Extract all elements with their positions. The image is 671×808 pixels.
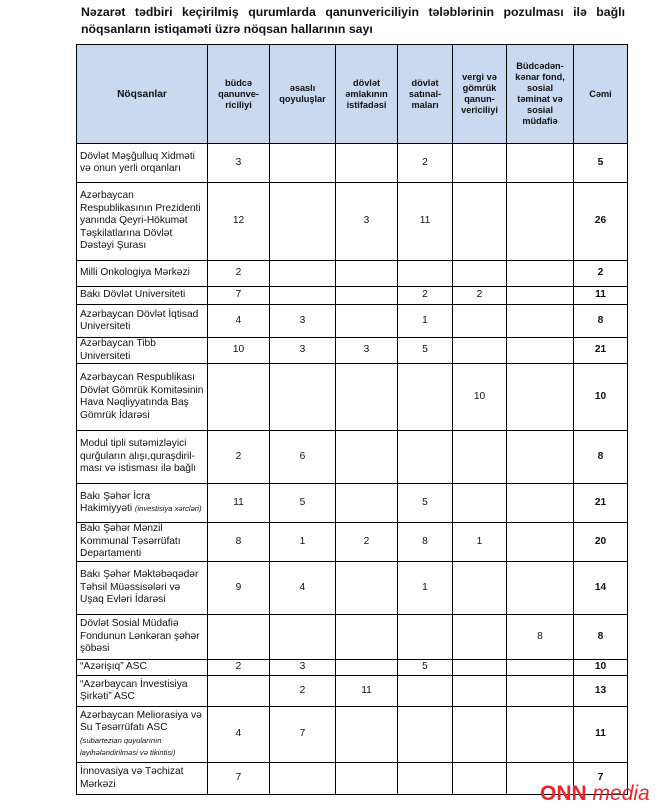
value-cell [336, 707, 398, 763]
value-cell: 7 [270, 707, 336, 763]
value-cell: 9 [208, 562, 270, 615]
row-name-cell [77, 305, 208, 338]
value-cell: 2 [398, 287, 453, 305]
value-cell: 5 [398, 660, 453, 676]
value-cell: 7 [208, 763, 270, 795]
row-name: Bakı Şəhər İcra Hakimiyyəti [80, 490, 151, 514]
table-row [77, 144, 628, 183]
row-name-cell [77, 763, 208, 795]
row-name-cell [77, 484, 208, 523]
value-cell: 1 [270, 523, 336, 562]
table-row [77, 484, 628, 523]
row-name: Bakı Şəhər Məktəbəqədər Təhsil Müəssisələri və Uşaq Evləri İdarəsi [80, 569, 199, 606]
value-cell: 8 [398, 523, 453, 562]
table-row [77, 431, 628, 484]
row-name: Azərbaycan Respublikası Dövlət Gömrük Komitəsinin Hava Nəqliyyatında Baş Gömrük İdarəsi [80, 372, 204, 421]
value-cell [453, 261, 507, 287]
value-cell: 1 [398, 305, 453, 338]
table-row [77, 562, 628, 615]
value-cell [507, 261, 574, 287]
value-cell [336, 763, 398, 795]
row-name-cell [77, 676, 208, 707]
logo-part-onn: ONN [540, 782, 587, 805]
document-title: Nəzarət tədbiri keçirilmiş qurumlarda qanunvericiliyin tələblərinin pozulması ilə bağlı nöqsanların istiqaməti üzrə nöqsan hallarının sayı [81, 5, 625, 36]
violations-table [76, 44, 628, 795]
value-cell: 11 [208, 484, 270, 523]
value-cell: 2 [208, 660, 270, 676]
value-cell: 1 [453, 523, 507, 562]
value-cell: 2 [336, 523, 398, 562]
row-name: “Azərbaycan İnvestisiya Şirkəti” ASC [80, 678, 188, 702]
total-cell: 8 [574, 305, 628, 338]
row-name-cell [77, 338, 208, 364]
value-cell [453, 763, 507, 795]
row-name: Bakı Dövlət Universiteti [80, 289, 186, 301]
value-cell [398, 707, 453, 763]
table-row [77, 305, 628, 338]
value-cell [336, 562, 398, 615]
value-cell [507, 676, 574, 707]
row-name-cell [77, 287, 208, 305]
row-name: Azərbaycan Tibb Universiteti [80, 338, 156, 362]
header-cell: əsaslı qoyuluşlar [270, 45, 336, 144]
value-cell [453, 676, 507, 707]
value-cell: 10 [208, 338, 270, 364]
value-cell [336, 305, 398, 338]
value-cell: 3 [208, 144, 270, 183]
row-name-cell [77, 562, 208, 615]
value-cell: 4 [208, 305, 270, 338]
total-cell: 5 [574, 144, 628, 183]
total-cell: 11 [574, 287, 628, 305]
value-cell [336, 144, 398, 183]
value-cell [398, 763, 453, 795]
value-cell: 12 [208, 183, 270, 261]
header-row [77, 45, 628, 144]
value-cell [507, 660, 574, 676]
value-cell [453, 615, 507, 660]
value-cell [507, 523, 574, 562]
row-name: Azərbaycan Dövlət İqtisad Universiteti [80, 308, 199, 332]
value-cell [336, 364, 398, 431]
value-cell [336, 431, 398, 484]
value-cell: 3 [270, 305, 336, 338]
logo-part-media: media [592, 782, 650, 805]
value-cell: 11 [336, 676, 398, 707]
value-cell [336, 484, 398, 523]
value-cell [453, 431, 507, 484]
value-cell: 4 [270, 562, 336, 615]
value-cell: 3 [270, 338, 336, 364]
value-cell: 8 [208, 523, 270, 562]
row-name: Azərbaycan Respublikasının Prezidenti yanında Qeyri-Hökumət Təşkilatlarına Dövlət Dəstəyi Şurası [80, 190, 201, 252]
total-cell: 26 [574, 183, 628, 261]
table-row [77, 287, 628, 305]
header-cell: dövlət satınal-maları [398, 45, 453, 144]
value-cell [507, 305, 574, 338]
value-cell [336, 261, 398, 287]
value-cell [398, 261, 453, 287]
value-cell: 3 [270, 660, 336, 676]
value-cell: 2 [270, 676, 336, 707]
row-name-cell [77, 144, 208, 183]
value-cell [208, 615, 270, 660]
total-cell: 8 [574, 431, 628, 484]
value-cell [507, 338, 574, 364]
row-name: Azərbaycan Meliorasiya və Su Təsərrüfatı ASC [80, 709, 202, 733]
total-cell: 21 [574, 484, 628, 523]
row-name: “Azərişıq” ASC [80, 661, 147, 673]
row-name-cell [77, 707, 208, 763]
total-cell: 11 [574, 707, 628, 763]
total-cell: 20 [574, 523, 628, 562]
value-cell [507, 431, 574, 484]
table-body [77, 144, 628, 795]
value-cell [453, 660, 507, 676]
row-note: (investisiya xərcləri) [134, 504, 202, 513]
row-name-cell [77, 364, 208, 431]
value-cell: 5 [398, 338, 453, 364]
value-cell [270, 763, 336, 795]
value-cell [507, 364, 574, 431]
value-cell [398, 615, 453, 660]
row-name: Milli Onkologiya Mərkəzi [80, 267, 190, 279]
value-cell: 2 [398, 144, 453, 183]
value-cell [398, 431, 453, 484]
value-cell [336, 615, 398, 660]
table-row [77, 261, 628, 287]
table-row [77, 523, 628, 562]
row-name: Dövlət Məşğulluq Xidməti və onun yerli orqanları [80, 150, 195, 174]
total-cell: 14 [574, 562, 628, 615]
value-cell [270, 364, 336, 431]
value-cell [398, 364, 453, 431]
value-cell [270, 287, 336, 305]
value-cell [270, 183, 336, 261]
table-row [77, 676, 628, 707]
value-cell [507, 183, 574, 261]
row-name-cell [77, 183, 208, 261]
row-name: İnnovasiya və Təchizat Mərkəzi [80, 766, 184, 790]
total-cell: 10 [574, 364, 628, 431]
row-name-cell [77, 431, 208, 484]
value-cell: 4 [208, 707, 270, 763]
value-cell [507, 144, 574, 183]
value-cell [208, 364, 270, 431]
header-cell: vergi və gömrük qanun-vericiliyi [453, 45, 507, 144]
row-name-cell [77, 261, 208, 287]
table-row [77, 707, 628, 763]
value-cell: 5 [270, 484, 336, 523]
total-cell: 13 [574, 676, 628, 707]
value-cell: 3 [336, 183, 398, 261]
value-cell [270, 261, 336, 287]
total-cell: 8 [574, 615, 628, 660]
value-cell: 2 [208, 431, 270, 484]
value-cell: 2 [453, 287, 507, 305]
value-cell: 8 [507, 615, 574, 660]
row-name-cell [77, 523, 208, 562]
value-cell [453, 183, 507, 261]
value-cell [507, 707, 574, 763]
row-name: Bakı Şəhər Mənzil Kommunal Təsərrüfatı Departamenti [80, 523, 181, 560]
total-cell: 21 [574, 338, 628, 364]
row-name: Modul tipli sutəmizləyici qurğuların alışı,quraşdiril-ması və istisması ilə bağlı [80, 438, 197, 475]
value-cell: 7 [208, 287, 270, 305]
value-cell: 2 [208, 261, 270, 287]
value-cell: 11 [398, 183, 453, 261]
value-cell [336, 660, 398, 676]
table-row [77, 615, 628, 660]
table-row [77, 338, 628, 364]
value-cell [507, 562, 574, 615]
header-cell: dövlət əmlakının istifadəsi [336, 45, 398, 144]
value-cell [453, 707, 507, 763]
value-cell [453, 305, 507, 338]
value-cell [270, 615, 336, 660]
value-cell [453, 144, 507, 183]
table-row [77, 183, 628, 261]
value-cell: 10 [453, 364, 507, 431]
value-cell [270, 144, 336, 183]
value-cell: 6 [270, 431, 336, 484]
value-cell: 5 [398, 484, 453, 523]
total-cell: 7 [574, 763, 628, 795]
row-name-cell [77, 615, 208, 660]
header-cell: büdcə qanunve-riciliyi [208, 45, 270, 144]
value-cell [398, 676, 453, 707]
value-cell [453, 562, 507, 615]
value-cell [453, 338, 507, 364]
onn-media-logo [540, 782, 650, 806]
row-name-cell [77, 660, 208, 676]
value-cell [507, 484, 574, 523]
table-row [77, 660, 628, 676]
value-cell [507, 287, 574, 305]
row-name: Dövlət Sosial Müdafiə Fondunun Lənkəran şəhər şöbəsi [80, 618, 200, 655]
value-cell: 1 [398, 562, 453, 615]
row-note: (subartezian quyularının layihələndirilməsi və tikintisi) [80, 735, 176, 757]
total-cell: 2 [574, 261, 628, 287]
table-row [77, 364, 628, 431]
value-cell [208, 676, 270, 707]
total-cell: 10 [574, 660, 628, 676]
header-cell: Nöqsanlar [77, 45, 208, 144]
header-cell: Büdcədən-kənar fond, sosial təminat və sosial müdafiə [507, 45, 574, 144]
value-cell [336, 287, 398, 305]
value-cell: 3 [336, 338, 398, 364]
value-cell [453, 484, 507, 523]
header-cell: Cəmi [574, 45, 628, 144]
